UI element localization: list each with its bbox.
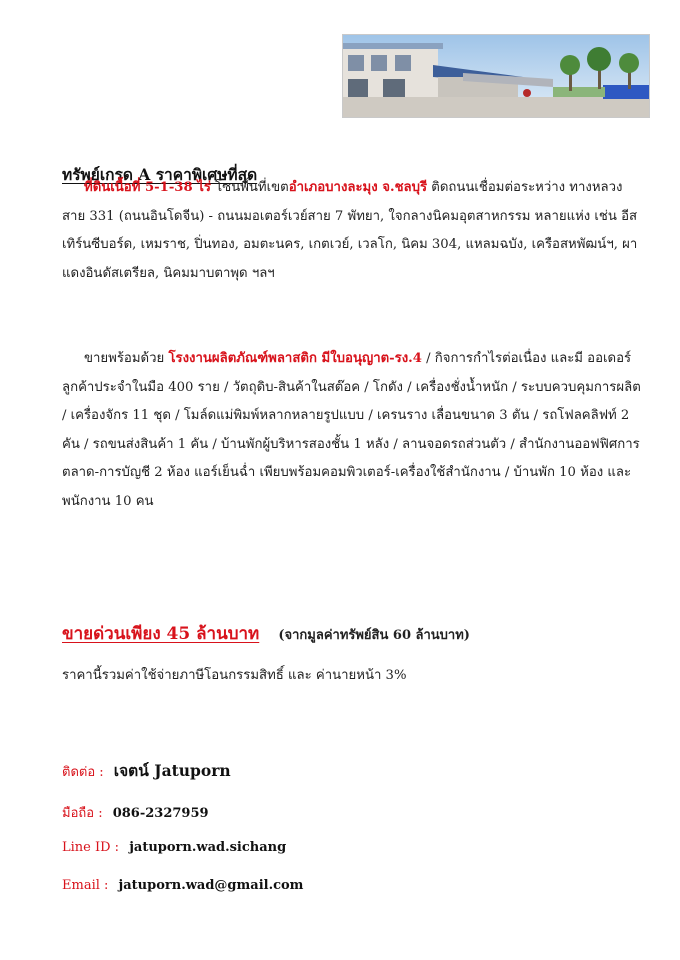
contact-phone-label: มือถือ : [62, 806, 103, 821]
contact-line [62, 840, 286, 855]
price-line [62, 620, 470, 647]
contact-email-label: Email : [62, 878, 109, 893]
contact-email-value: jatuporn.wad@gmail.com [118, 878, 304, 893]
contact-phone-value: 086-2327959 [112, 806, 209, 821]
land-size-highlight: ที่ดินเนื้อที่ 5-1-38 ไร่ [84, 180, 211, 195]
zone-text: โซนพื้นที่เขต [215, 180, 289, 195]
factory-photo-illustration [343, 35, 650, 118]
land-description [62, 174, 642, 288]
sale-description [62, 345, 642, 516]
land-details-text: ติดถนนเชื่อมต่อระหว่าง ทางหลวงสาย 331 (ถนนอินโดจีน) - ถนนมอเตอร์เวย์สาย 7 พัทยา, ใจกลางนิคมอุตสาหกรรม หลายแห่ง เช่น อีสเทิร์นซีบอร์ด, เหมราช, ปิ่นทอง, อมตะนคร, เกตเวย์, เวลโก, นิคม 304, แหลมฉบัง, เครือสหพัฒน์ฯ, ผาแดงอินดัสเตรียล, นิคมมาบตาพุด ฯลฯ [62, 180, 638, 281]
factory-highlight: โรงงานผลิตภัณฑ์พลาสติก มีใบอนุญาต-รง.4 [168, 351, 422, 366]
district-highlight: อำเภอบางละมุง จ.ชลบุรี [288, 180, 428, 195]
contact-line-value: jatuporn.wad.sichang [129, 840, 287, 855]
contact-name-label: ติดต่อ : [62, 765, 104, 780]
price-sub: ราคานี้รวมค่าใช้จ่ายภาษีโอนกรรมสิทธิ์ และ ค่านายหน้า 3% [62, 668, 407, 683]
sale-details-text: / กิจการกำไรต่อเนื่อง และมี ออเดอร์ลูกค้าประจำในมือ 400 ราย / วัตถุดิบ-สินค้าในสต๊อค / โกดัง / เครื่องชั่งน้ำหนัก / ระบบควบคุมการผลิต / เครื่องจักร 11 ชุด / โมล์ดแม่พิมพ์หลากหลายรูปแบบ / เครนราง เลื่อนขนาด 3 ตัน / รถโฟลคลิฟท์ 2 คัน / รถขนส่งสินค้า 1 คัน / บ้านพักผู้บริหารสองชั้น 1 หลัง / ลานจอดรถส่วนตัว / สำนักงานออฟฟิศการตลาด-การบัญชี 2 ห้อง แอร์เย็นฉ่ำ เพียบพร้อมคอมพิวเตอร์-เครื่องใช้สำนักงาน / บ้านพัก 10 ห้อง และ พนักงาน 10 คน [62, 351, 641, 509]
contact-line-label: Line ID : [62, 840, 120, 855]
contact-name-value: เจตน์ Jatuporn [113, 761, 231, 780]
contact-name [62, 758, 231, 783]
price-main: ขายด่วนเพียง 45 ล้านบาท [62, 624, 260, 644]
price-note: (จากมูลค่าทรัพย์สิน 60 ล้านบาท) [278, 628, 470, 643]
factory-photo [342, 34, 650, 118]
contact-phone [62, 802, 209, 823]
sale-intro-text: ขายพร้อมด้วย [84, 351, 165, 366]
contact-email [62, 878, 303, 893]
page-heading: ทรัพย์เกรด A ราคาพิเศษที่สุด [62, 165, 258, 184]
